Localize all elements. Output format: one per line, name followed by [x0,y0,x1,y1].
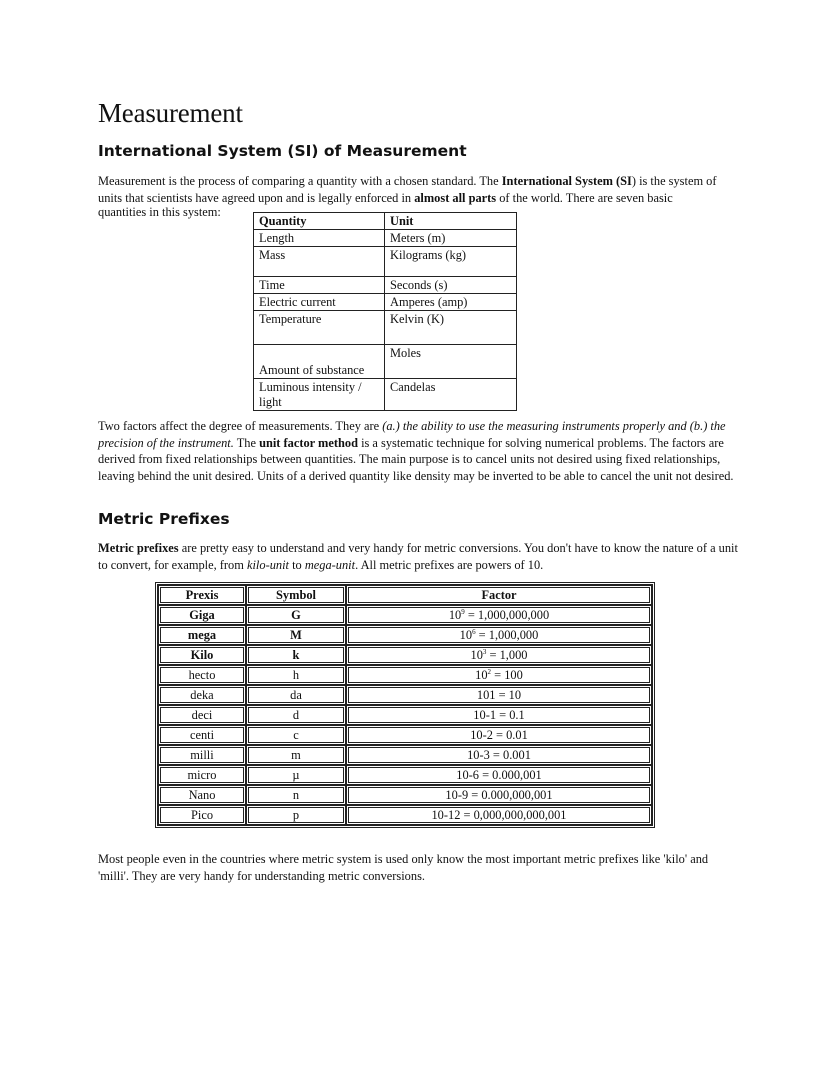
factor-value: = 1,000 [486,648,528,662]
unit-cell: Kilograms (kg) [385,247,517,277]
prefix-cell: micro [158,765,246,785]
factor-cell [346,765,652,785]
factor-cell [346,605,652,625]
factor-base: 10-9 = 0.000,000,001 [445,788,553,802]
table-row [254,277,517,294]
table-row [158,705,652,725]
header-factor: Factor [346,585,652,605]
factor-cell [346,645,652,665]
si-intro-last-line: quantities in this system: [98,205,221,219]
symbol-cell: G [246,605,346,625]
unit-cell: Kelvin (K) [385,311,517,345]
quantity-cell: Temperature [254,311,385,345]
factors-text-2: The [233,435,260,450]
table-row [158,745,652,765]
unit-cell: Meters (m) [385,230,517,247]
symbol-cell: M [246,625,346,645]
si-intro-bold-1: International System (SI [501,174,632,188]
metric-intro-text-3: . All metric prefixes are powers of 10. [355,557,544,572]
document-page [98,96,738,883]
table-row [158,725,652,745]
table-row [158,785,652,805]
symbol-cell: p [246,805,346,825]
metric-prefixes-table [155,582,655,828]
factor-cell [346,805,652,825]
quantity-cell: Length [254,230,385,247]
factor-base: 10-2 = 0.01 [470,728,528,742]
si-intro-text-1: Measurement is the process of comparing a quantity with a chosen standard. The [98,174,502,188]
table-row [254,311,517,345]
metric-intro-text-2: to [288,557,305,572]
symbol-cell: µ [246,765,346,785]
factor-cell [346,625,652,645]
prefix-cell: Nano [158,785,246,805]
factor-cell [346,725,652,745]
table-header-row [254,213,517,230]
table-header-row [158,585,652,605]
prefix-cell: mega [158,625,246,645]
metric-prefixes-heading: Metric Prefixes [98,510,230,528]
table-row [254,294,517,311]
factor-value: = 100 [491,668,523,682]
factor-base: 10-3 = 0.001 [467,748,531,762]
prefix-cell: Kilo [158,645,246,665]
si-intro-bold-2: almost all parts [414,190,497,205]
table-row [158,805,652,825]
metric-intro-italic-2: mega-unit [304,557,356,572]
factor-value: = 1,000,000 [475,628,539,642]
prefix-cell: milli [158,745,246,765]
metric-intro-paragraph [98,540,738,573]
symbol-cell: n [246,785,346,805]
factor-exponent: 2 [487,668,492,676]
table-row [254,345,517,379]
prefix-cell: deka [158,685,246,705]
header-symbol: Symbol [246,585,346,605]
symbol-cell: k [246,645,346,665]
factor-base: 10-6 = 0.000,001 [456,768,542,782]
factor-cell [346,685,652,705]
symbol-cell: d [246,705,346,725]
si-section-heading: International System (SI) of Measurement [98,142,467,160]
factor-base: 10 [475,668,488,682]
factor-base: 10-12 = 0,000,000,000,001 [431,808,567,822]
metric-intro-text-1: are pretty easy to understand and very handy for metric conversions. You don't have to know the nature of a unit to convert, for example, from [98,541,738,572]
closing-paragraph: Most people even in the countries where metric system is used only know the most important metric prefixes like 'kilo' and 'milli'. They are very handy for understanding metric conversions. [98,852,709,883]
symbol-cell: m [246,745,346,765]
header-prefix: Prexis [158,585,246,605]
quantity-cell: Electric current [254,294,385,311]
metric-intro-bold-1: Metric prefixes [98,541,179,555]
unit-cell: Candelas [385,379,517,411]
table-row [158,765,652,785]
factors-italic-1: (a.) the ability to use the measuring instruments properly and (b.) the precision of the instrument. [98,419,726,450]
header-quantity: Quantity [254,213,385,230]
si-units-table [253,212,517,411]
header-unit: Unit [385,213,517,230]
factor-value: = 1,000,000,000 [464,608,550,622]
factor-base: 10 [470,648,483,662]
metric-intro-italic-1: kilo-unit [246,557,289,572]
si-intro-text-2: ) is the system of units that scientists have agreed upon and is legally enforced in [98,174,717,205]
table-row [158,665,652,685]
si-intro-text-3: of the world. There are seven basic [496,190,673,205]
factor-base: 101 = 10 [476,688,522,702]
quantity-cell: Mass [254,247,385,277]
table-row [254,230,517,247]
factor-cell [346,785,652,805]
factor-base: 10 [459,628,473,642]
table-row [158,685,652,705]
factors-text-3: is a systematic technique for solving numerical problems. The factors are derived from fixed relationships between quantities. The main purpose is to cancel units not desired using fixed relationships, leaving behind the unit desired. Units of a derived quantity like density may be inverted to be able to cancel the unit not desired. [98,435,734,483]
quantity-cell: Luminous intensity / light [254,379,385,411]
prefix-cell: hecto [158,665,246,685]
table-row [254,379,517,411]
unit-cell: Amperes (amp) [385,294,517,311]
quantity-cell: Amount of substance [254,345,385,379]
table-row [158,605,652,625]
table-row [158,645,652,665]
si-intro-paragraph [98,173,738,206]
unit-cell: Seconds (s) [385,277,517,294]
factors-text-1: Two factors affect the degree of measurements. They are [98,419,383,433]
factor-exponent: 9 [461,608,465,616]
table-row [158,625,652,645]
prefix-cell: Pico [158,805,246,825]
factor-cell [346,705,652,725]
factor-base: 10-1 = 0.1 [473,708,525,722]
unit-factor-paragraph [98,418,738,484]
prefix-cell: deci [158,705,246,725]
symbol-cell: c [246,725,346,745]
factor-cell [346,665,652,685]
symbol-cell: h [246,665,346,685]
factors-bold-1: unit factor method [259,435,358,450]
prefix-cell: centi [158,725,246,745]
factor-exponent: 6 [472,628,476,636]
factor-exponent: 3 [482,648,487,656]
symbol-cell: da [246,685,346,705]
factor-cell [346,745,652,765]
table-row [254,247,517,277]
quantity-cell: Time [254,277,385,294]
unit-cell: Moles [385,345,517,379]
factor-base: 10 [448,608,462,622]
page-title: Measurement [98,98,243,128]
prefix-cell: Giga [158,605,246,625]
